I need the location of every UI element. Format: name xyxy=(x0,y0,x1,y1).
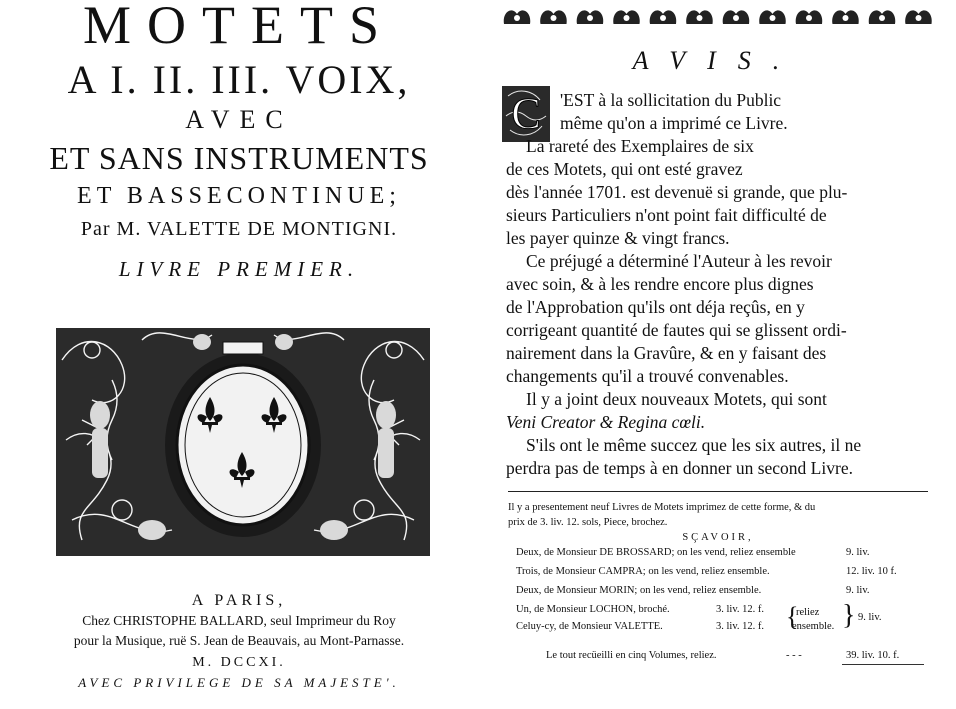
title-voices: A I. II. III. VOIX, xyxy=(67,57,411,102)
privilege-line: AVEC PRIVILEGE DE SA MAJESTE'. xyxy=(78,675,400,690)
avis-line: Ce préjugé a déterminé l'Auteur à les revoir xyxy=(526,251,832,271)
avis-line: 'EST à la sollicitation du Public xyxy=(560,90,782,110)
avis-line: perdra pas de temps à en donner un second Livre. xyxy=(506,458,853,478)
avis-line: changements qu'il a trouvé convenables. xyxy=(506,366,789,386)
imprint-printer: Chez CHRISTOPHE BALLARD, seul Imprimeur du Roy xyxy=(82,613,396,628)
avis-line: même qu'on a imprimé ce Livre. xyxy=(560,113,788,133)
avis-line: avec soin, & à les rendre encore plus dignes xyxy=(506,274,814,294)
imprint-city: A PARIS, xyxy=(191,592,287,609)
avis-line: corrigeant quantité de fautes qui se glissent ordi- xyxy=(506,320,847,340)
ornament-band-icon xyxy=(500,4,936,28)
summary-underline xyxy=(842,664,924,665)
notice-line: prix de 3. liv. 12. sols, Piece, brochez. xyxy=(508,517,668,528)
row-price: 3. liv. 12. f. xyxy=(716,604,765,615)
title-livre-premier: LIVRE PREMIER. xyxy=(118,257,360,281)
row-total: 9. liv. xyxy=(846,547,870,558)
avis-line: dès l'année 1701. est devenuë si grande, que plu- xyxy=(506,182,848,202)
brace-reliez: reliez xyxy=(796,607,820,618)
title-bassecontinue: ET BASSECONTINUE; xyxy=(77,183,401,209)
row-price: 3. liv. 12. f. xyxy=(716,621,765,632)
brace-ensemble: ensemble. xyxy=(792,621,835,632)
imprint-year: M. DCCXI. xyxy=(192,655,286,670)
brace-icon: { xyxy=(786,602,799,631)
avis-line: de ces Motets, qui ont esté gravez xyxy=(506,159,743,179)
title-instruments: ET SANS INSTRUMENTS xyxy=(49,140,429,176)
summary-dashes: - - - xyxy=(786,650,802,661)
title-author: Par M. VALETTE DE MONTIGNI. xyxy=(80,218,398,240)
summary-total: 39. liv. 10. f. xyxy=(846,650,900,661)
avis-page xyxy=(478,0,956,709)
divider-rule xyxy=(508,491,928,492)
title-avec: AVEC xyxy=(185,105,293,134)
avis-line: sieurs Particuliers n'ont point fait difficulté de xyxy=(506,205,827,225)
row-total: 12. liv. 10 f. xyxy=(846,566,897,577)
row-description: Deux, de Monsieur DE BROSSARD; on les vend, reliez ensemble xyxy=(516,547,796,558)
row-description: Deux, de Monsieur MORIN; on les vend, reliez ensemble. xyxy=(516,585,762,596)
avis-line: La rareté des Exemplaires de six xyxy=(526,136,754,156)
dropcap-ornament-icon xyxy=(502,86,550,142)
scavoir-heading: SÇAVOIR, xyxy=(682,532,754,543)
notice-line: Il y a presentement neuf Livres de Motets imprimez de cette forme, & du xyxy=(508,502,816,513)
row-total: 9. liv. xyxy=(846,585,870,596)
avis-line: les payer quinze & vingt francs. xyxy=(506,228,730,248)
avis-heading: AVIS. xyxy=(632,46,802,75)
avis-line: Il y a joint deux nouveaux Motets, qui sont xyxy=(526,389,827,409)
row-description: Trois, de Monsieur CAMPRA; on les vend, reliez ensemble. xyxy=(516,566,770,577)
royal-arms-engraving-icon xyxy=(52,320,434,560)
row-description: Un, de Monsieur LOCHON, broché. xyxy=(516,604,670,615)
avis-line: nairement dans la Gravûre, & en y faisant des xyxy=(506,343,827,363)
row-description: Celuy-cy, de Monsieur VALETTE. xyxy=(516,621,663,632)
summary-label: Le tout recüeilli en cinq Volumes, reliez. xyxy=(546,650,717,661)
brace-total: 9. liv. xyxy=(858,612,882,623)
title-motets: MOTETS xyxy=(83,0,395,55)
imprint-address: pour la Musique, ruë S. Jean de Beauvais, au Mont-Parnasse. xyxy=(73,633,405,648)
avis-line-titles: Veni Creator & Regina cœli. xyxy=(506,412,706,432)
avis-line: S'ils ont le même succez que les six autres, il ne xyxy=(526,435,862,455)
dropcap-letter: C xyxy=(511,89,541,138)
avis-line: de l'Approbation qu'ils ont déja reçûs, en y xyxy=(506,297,805,317)
brace-close-icon: } xyxy=(842,600,856,631)
